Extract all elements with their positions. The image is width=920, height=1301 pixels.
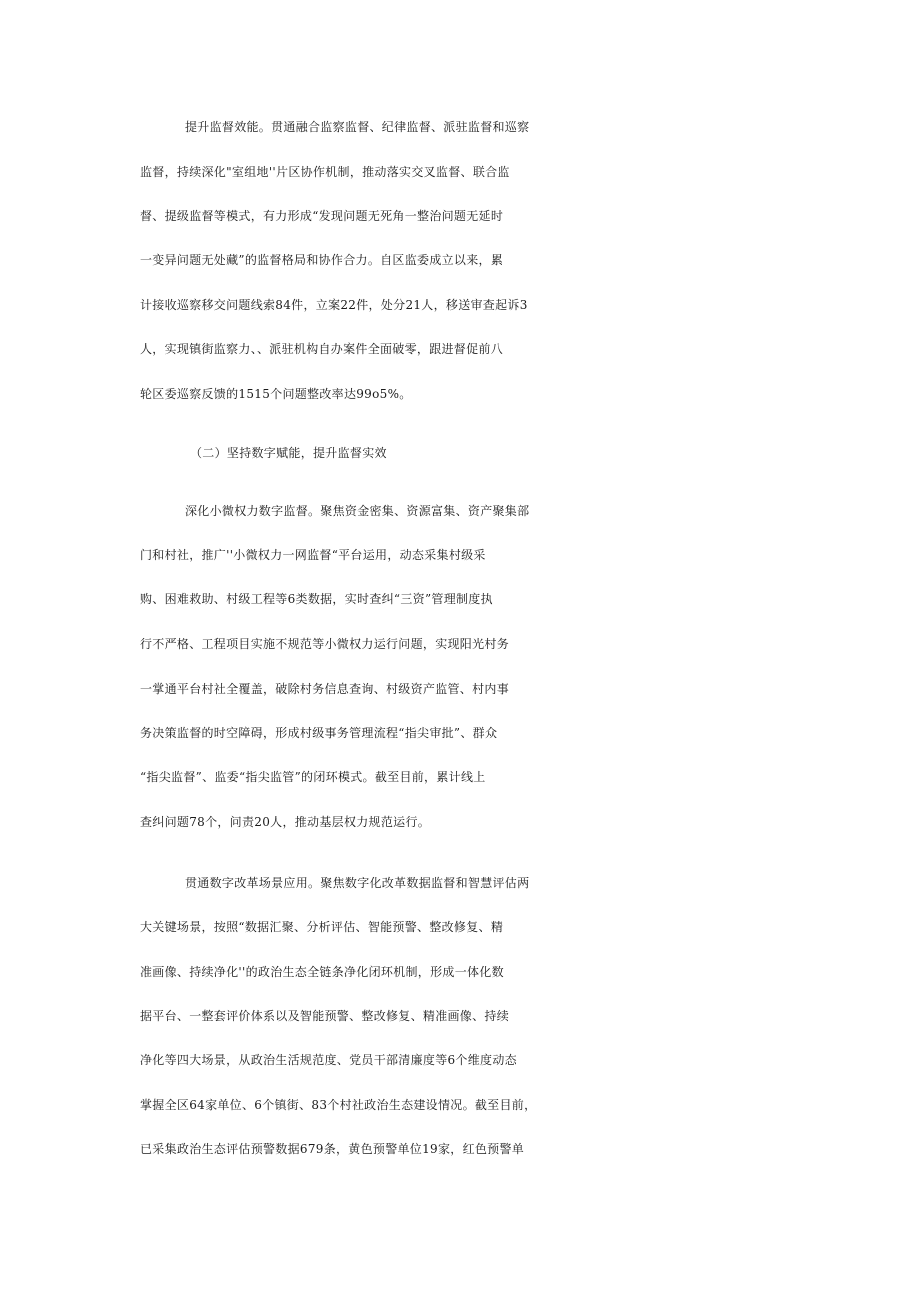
paragraph-1-line-2: 监督，持续深化"室组地''片区协作机制，推动落实交叉监督、联合监 xyxy=(140,165,510,179)
paragraph-2-line-5: 一掌通平台村社全覆盖，破除村务信息查询、村级资产监管、村内事 xyxy=(140,682,510,696)
paragraph-1-line-1: 提升监督效能。贯通融合监察监督、纪律监督、派驻监督和巡察 xyxy=(185,120,530,134)
paragraph-1-line-7: 轮区委巡察反馈的1515个问题整改率达99o5%。 xyxy=(140,387,412,401)
paragraph-1-line-4: 一变异问题无处藏”的监督格局和协作合力。自区监委成立以来，累 xyxy=(140,253,504,267)
paragraph-3-line-2: 大关键场景，按照“数据汇聚、分析评估、智能预警、整改修复、精 xyxy=(140,920,504,934)
paragraph-1-line-3: 督、提级监督等模式，有力形成“发现问题无死角一整治问题无延时 xyxy=(140,209,504,223)
paragraph-3-line-6: 掌握全区64家单位、6个镇街、83个村社政治生态建设情况。截至目前， xyxy=(140,1098,537,1112)
paragraph-2-line-8: 查纠问题78个，问责20人，推动基层权力规范运行。 xyxy=(140,815,431,829)
paragraph-3-line-4: 据平台、一整套评价体系以及智能预警、整改修复、精准画像、持续 xyxy=(140,1009,510,1023)
paragraph-2-line-6: 务决策监督的时空障碍，形成村级事务管理流程“指尖审批”、群众 xyxy=(140,726,498,740)
paragraph-2-line-4: 行不严格、工程项目实施不规范等小微权力运行问题，实现阳光村务 xyxy=(140,637,510,651)
paragraph-2-line-2: 门和村社，推广''小微权力一网监督“平台运用，动态采集村级采 xyxy=(140,548,486,562)
section-heading: （二）坚持数字赋能，提升监督实效 xyxy=(190,446,387,460)
paragraph-3-line-3: 准画像、持续净化''的政治生态全链条净化闭环机制，形成一体化数 xyxy=(140,965,504,979)
paragraph-3-line-1: 贯通数字改革场景应用。聚焦数字化改革数据监督和智慧评估两 xyxy=(185,876,530,890)
paragraph-3-line-5: 净化等四大场景，从政治生活规范度、党员干部清廉度等6个维度动态 xyxy=(140,1053,517,1067)
paragraph-2-line-1: 深化小微权力数字监督。聚焦资金密集、资源富集、资产聚集部 xyxy=(185,504,530,518)
paragraph-3-line-7: 已采集政治生态评估预警数据679条，黄色预警单位19家，红色预警单 xyxy=(140,1142,525,1156)
paragraph-2-line-7: “指尖监督”、监委“指尖监管”的闭环模式。截至目前，累计线上 xyxy=(140,770,486,784)
paragraph-2-line-3: 购、困难救助、村级工程等6类数据，实时查纠“三资”管理制度执 xyxy=(140,592,493,606)
paragraph-1-line-6: 人，实现镇街监察力、、派驻机构自办案件全面破零，跟进督促前八 xyxy=(140,342,504,356)
paragraph-1-line-5: 计接收巡察移交问题线索84件，立案22件，处分21人，移送审查起诉3 xyxy=(140,298,528,312)
